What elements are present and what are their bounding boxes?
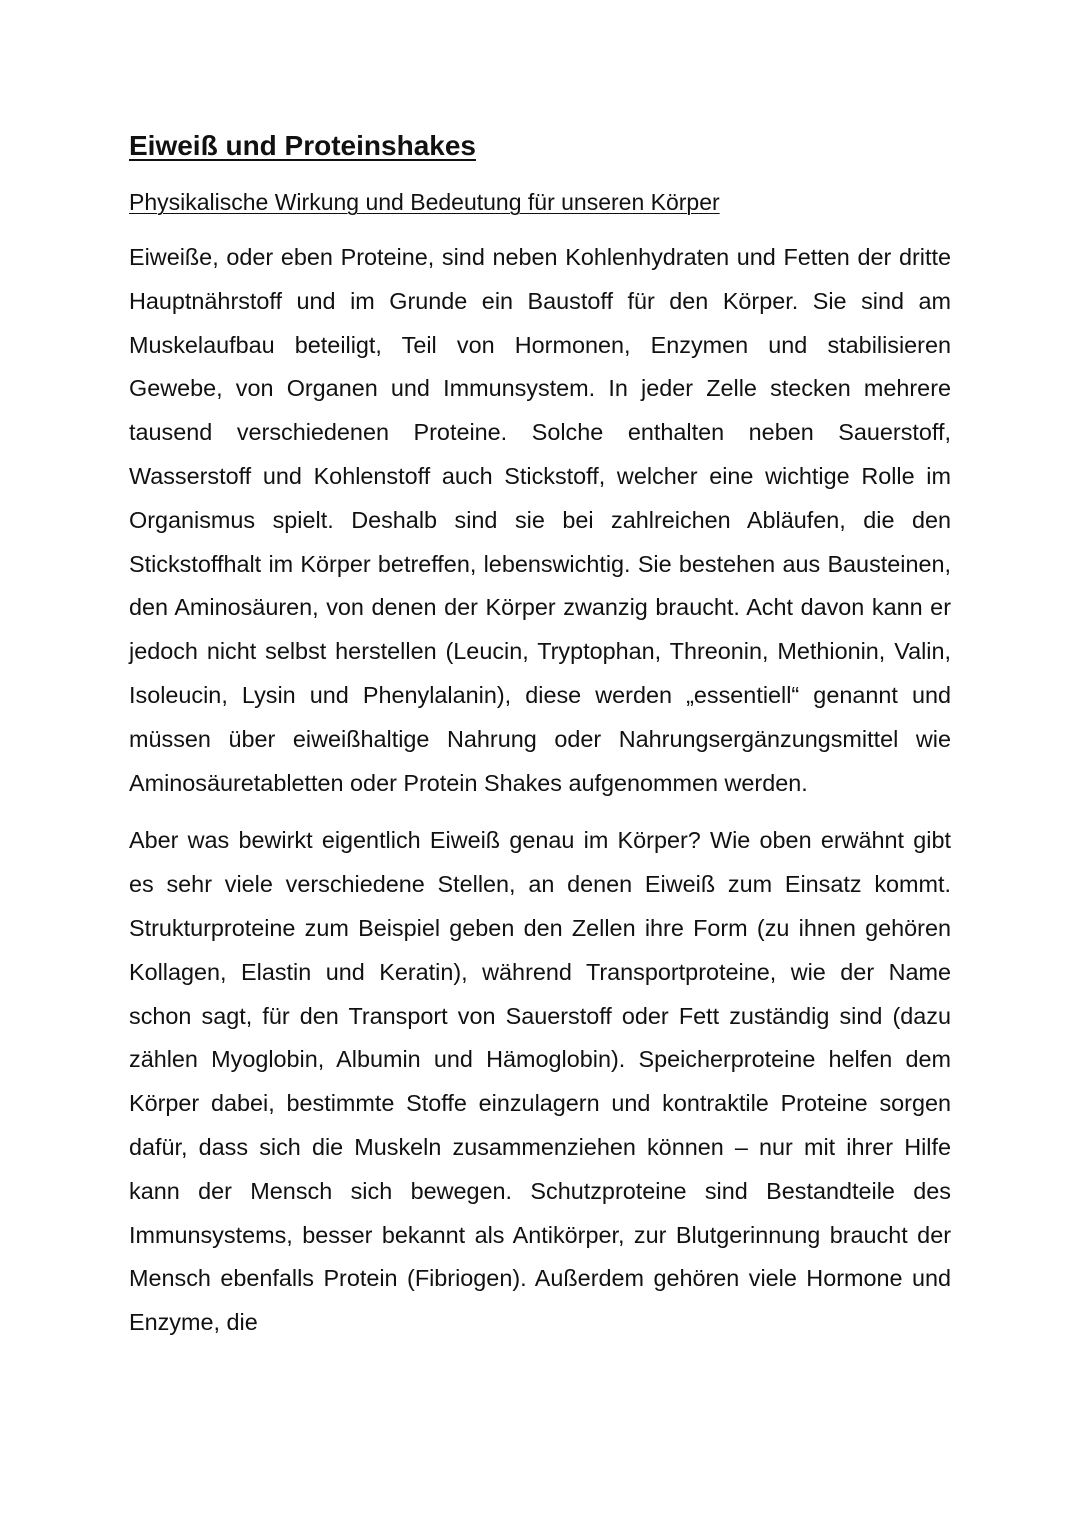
document-content — [129, 126, 951, 1345]
paragraph-functions: Aber was bewirkt eigentlich Eiweiß genau im Körper? Wie oben erwähnt gibt es sehr viele verschiedene Stellen, an denen Eiweiß zum Einsatz kommt. Strukturproteine zum Beispiel geben den Zellen ihre Form (zu ihnen gehören Kollagen, Elastin und Keratin), während Transportproteine, wie der Name schon sagt, für den Transport von Sauerstoff oder Fett zuständig sind (dazu zählen Myoglobin, Albumin und Hämoglobin). Speicherproteine helfen dem Körper dabei, bestimmte Stoffe einzulagern und kontraktile Proteine sorgen dafür, dass sich die Muskeln zusammenziehen können – nur mit ihrer Hilfe kann der Mensch sich bewegen. Schutzproteine sind Bestandteile des Immunsystems, besser bekannt als Antikörper, zur Blutgerinnung braucht der Mensch ebenfalls Protein (Fibriogen). Außerdem gehören viele Hormone und Enzyme, die — [129, 827, 951, 1336]
paragraph-intro: Eiweiße, oder eben Proteine, sind neben Kohlenhydraten und Fetten der dritte Hauptnährstoff und im Grunde ein Baustoff für den Körper. Sie sind am Muskelaufbau beteiligt, Teil von Hormonen, Enzymen und stabilisieren Gewebe, von Organen und Immunsystem. In jeder Zelle stecken mehrere tausend verschiedenen Proteine. Solche enthalten neben Sauerstoff, Wasserstoff und Kohlenstoff auch Stickstoff, welcher eine wichtige Rolle im Organismus spielt. Deshalb sind sie bei zahlreichen Abläufen, die den Stickstoffhalt im Körper betreffen, lebenswichtig. Sie bestehen aus Bausteinen, den Aminosäuren, von denen der Körper zwanzig braucht. Acht davon kann er jedoch nicht selbst herstellen (Leucin, Tryptophan, Threonin, Methionin, Valin, Isoleucin, Lysin und Phenylalanin), diese werden „essentiell“ genannt und müssen über eiweißhaltige Nahrung oder Nahrungsergänzungsmittel wie Aminosäuretabletten oder Protein Shakes aufgenommen werden. — [129, 244, 951, 796]
section-heading: Physikalische Wirkung und Bedeutung für unseren Körper — [129, 189, 720, 215]
document-title: Eiweiß und Proteinshakes — [129, 130, 476, 161]
